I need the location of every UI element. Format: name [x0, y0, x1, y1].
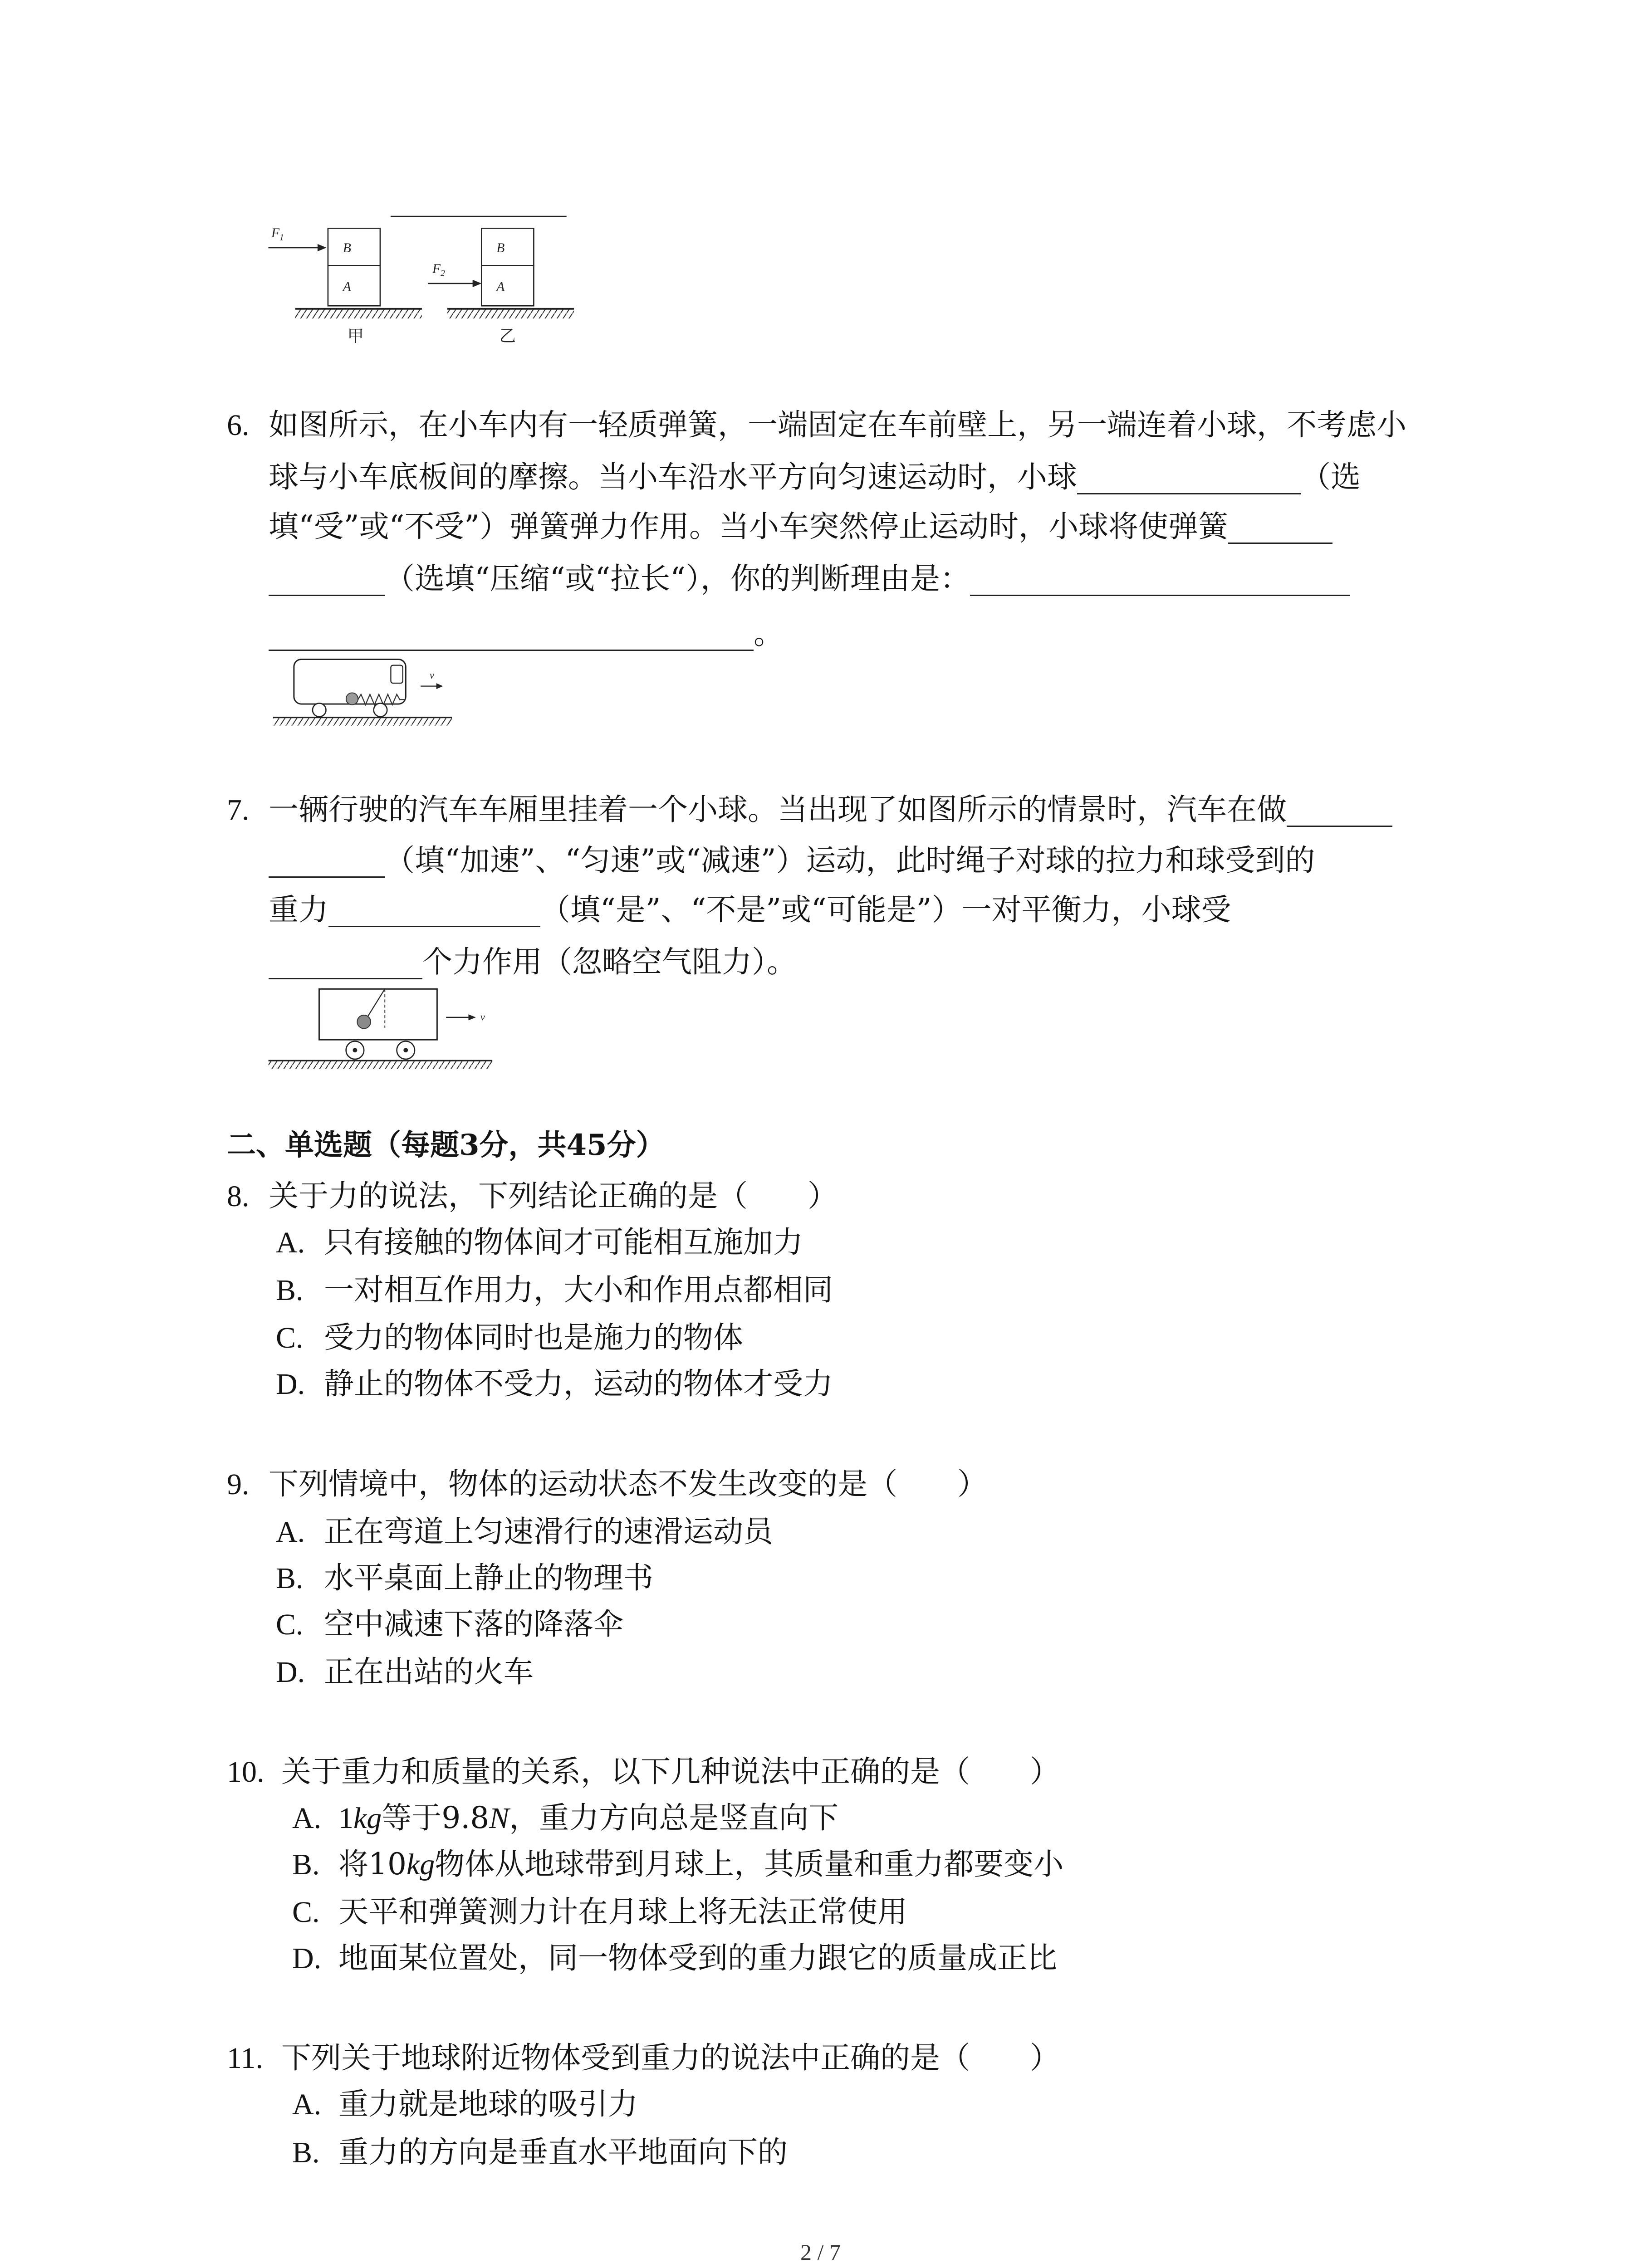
small-ball [357, 1015, 371, 1029]
question-text: 下列关于地球附近物体受到重力的说法中正确的是（ ） [281, 2040, 1060, 2075]
question-text: （填“是”、“不是”或“可能是”）一对平衡力，小球受 [540, 892, 1231, 927]
option-b [276, 1267, 833, 1313]
block-b-left [328, 228, 380, 265]
force-symbol: F [271, 226, 280, 241]
question-number: 8. [227, 1180, 250, 1213]
question-text: （选 [1301, 459, 1361, 494]
option-a [292, 2082, 638, 2127]
option-label: D. [292, 1942, 322, 1975]
force-subscript: 2 [440, 268, 445, 279]
question-text: 下列情境中，物体的运动状态不发生改变的是（ ） [269, 1466, 987, 1501]
option-a [276, 1509, 773, 1554]
question-number: 10. [227, 1755, 265, 1789]
option-text: 将10 [338, 1847, 407, 1882]
force-subscript: 1 [279, 232, 284, 243]
force-label-f1 [271, 226, 284, 243]
option-label: D. [276, 1368, 305, 1401]
question-text: 关于力的说法，下列结论正确的是（ ） [269, 1178, 838, 1213]
answer-blank [269, 649, 754, 651]
answer-blank [328, 925, 540, 927]
wheel-rear [313, 703, 326, 717]
option-label: C. [276, 1321, 304, 1354]
option-text: ，重力方向总是竖直向下 [509, 1800, 839, 1835]
option-label: B. [292, 1848, 320, 1881]
block-a-label-left: A [343, 279, 351, 294]
question-text: 一辆行驶的汽车车厢里挂着一个小球。当出现了如图所示的情景时，汽车在做 [269, 792, 1287, 827]
option-text: 一对相互作用力，大小和作用点都相同 [324, 1272, 833, 1307]
question-7-line-1 [227, 787, 1392, 832]
section-heading: 二、单选题（每题3分，共45分） [227, 1128, 665, 1162]
option-label: B. [292, 2136, 320, 2169]
block-a-right [481, 265, 534, 306]
small-ball [346, 693, 358, 704]
answer-blank [269, 876, 385, 878]
wheel-front-hub [403, 1048, 408, 1052]
wheel-front [374, 703, 387, 717]
force-arrowhead-f2 [473, 280, 482, 287]
option-a [276, 1220, 803, 1265]
question-11-stem [227, 2035, 1060, 2081]
stacked-blocks-figure [261, 201, 589, 351]
pendulum-car-figure [265, 977, 497, 1070]
unit-kg: kg [353, 1802, 382, 1835]
ground-hatch-left [295, 309, 422, 318]
option-label: A. [292, 1802, 322, 1835]
force-arrowhead-f1 [318, 244, 327, 251]
question-7-line-2 [269, 838, 1315, 883]
question-text: 重力 [269, 892, 328, 927]
question-text: 。 [754, 616, 784, 651]
answer-blank [970, 594, 1350, 596]
ground-hatch-right [447, 309, 574, 318]
question-6-line-3 [269, 504, 1332, 549]
answer-blank [1287, 825, 1392, 827]
page-number: 2 / 7 [800, 2239, 841, 2265]
option-d [276, 1649, 534, 1695]
option-text-number: 1 [338, 1802, 353, 1835]
option-text: 天平和弹簧测力计在月球上将无法正常使用 [338, 1894, 907, 1929]
question-6-line-2 [269, 455, 1361, 500]
option-text: 等于9.8 [382, 1800, 490, 1835]
option-label: B. [276, 1562, 304, 1595]
option-text: 地面某位置处，同一物体受到的重力跟它的质量成正比 [338, 1941, 1057, 1975]
option-text: 受力的物体同时也是施力的物体 [324, 1320, 743, 1355]
question-6-line-5 [269, 611, 784, 656]
option-text: 水平桌面上静止的物理书 [324, 1560, 653, 1595]
unit-n: N [489, 1802, 509, 1835]
option-label: A. [276, 1226, 305, 1259]
question-10-stem [227, 1749, 1060, 1794]
answer-blank [1077, 493, 1301, 494]
option-text: 重力的方向是垂直水平地面向下的 [338, 2135, 788, 2170]
velocity-arrowhead [436, 683, 443, 689]
force-symbol: F [432, 261, 441, 276]
option-c [276, 1602, 623, 1647]
option-label: B. [276, 1274, 304, 1307]
question-6-line-4 [269, 556, 1350, 601]
option-d [276, 1361, 833, 1407]
option-label: A. [292, 2088, 322, 2121]
velocity-label: v [429, 670, 435, 681]
option-text: 重力就是地球的吸引力 [338, 2087, 638, 2121]
ground-hatch [269, 1061, 493, 1069]
block-a-left [328, 265, 380, 306]
option-d [292, 1936, 1057, 1981]
car-body [319, 989, 437, 1040]
question-text: 关于重力和质量的关系，以下几种说法中正确的是（ ） [281, 1754, 1060, 1789]
question-text: 球与小车底板间的摩擦。当小车沿水平方向匀速运动时，小球 [269, 459, 1077, 494]
caption-jia: 甲 [347, 326, 364, 346]
velocity-arrowhead [468, 1014, 475, 1020]
option-b [276, 1555, 653, 1601]
question-8-stem [227, 1173, 838, 1219]
option-text: 空中减速下落的降落伞 [324, 1607, 623, 1642]
question-text: （选填“压缩“或“拉长“），你的判断理由是： [385, 561, 970, 596]
block-b-label-right: B [496, 240, 505, 255]
ground-hatch [273, 718, 452, 725]
question-text: 个力作用（忽略空气阻力）。 [422, 944, 797, 979]
question-number: 6. [227, 409, 250, 442]
option-label: D. [276, 1656, 305, 1689]
option-label: C. [276, 1608, 304, 1641]
answer-blank [1228, 542, 1332, 544]
caption-yi: 乙 [499, 326, 516, 346]
option-a [292, 1795, 838, 1841]
question-text: （填“加速”、“匀速”或“减速”）运动，此时绳子对球的拉力和球受到的 [385, 843, 1315, 878]
question-number: 7. [227, 793, 250, 826]
option-b [292, 2130, 788, 2175]
question-6-line-1 [227, 402, 1406, 448]
unit-kg: kg [406, 1848, 435, 1881]
option-c [276, 1315, 743, 1360]
wheel-rear-hub [353, 1048, 357, 1052]
force-label-f2 [432, 262, 445, 279]
block-a-label-right: A [496, 279, 505, 294]
option-c [292, 1889, 907, 1935]
question-text: 如图所示，在小车内有一轻质弹簧，一端固定在车前壁上，另一端连着小球，不考虑小 [269, 407, 1406, 442]
option-text: 物体从地球带到月球上，其质量和重力都要变小 [435, 1847, 1064, 1882]
option-label: C. [292, 1896, 320, 1929]
question-number: 9. [227, 1468, 250, 1501]
option-text: 静止的物体不受力，运动的物体才受力 [324, 1366, 833, 1401]
block-b-right [481, 228, 534, 265]
spring-car-figure [269, 652, 456, 729]
option-label: A. [276, 1515, 305, 1549]
answer-blank [269, 594, 385, 596]
question-number: 11. [227, 2042, 264, 2075]
option-b [292, 1842, 1063, 1887]
option-text: 只有接触的物体间才可能相互施加力 [324, 1225, 803, 1260]
question-text: 填“受”或“不受”）弹簧弹力作用。当小车突然停止运动时，小球将使弹簧 [269, 509, 1228, 544]
option-text: 正在弯道上匀速滑行的速滑运动员 [324, 1514, 773, 1549]
question-7-line-3 [269, 887, 1231, 933]
question-9-stem [227, 1461, 987, 1507]
block-b-label-left: B [343, 240, 351, 255]
option-text: 正在出站的火车 [324, 1654, 534, 1689]
velocity-label: v [480, 1011, 485, 1023]
